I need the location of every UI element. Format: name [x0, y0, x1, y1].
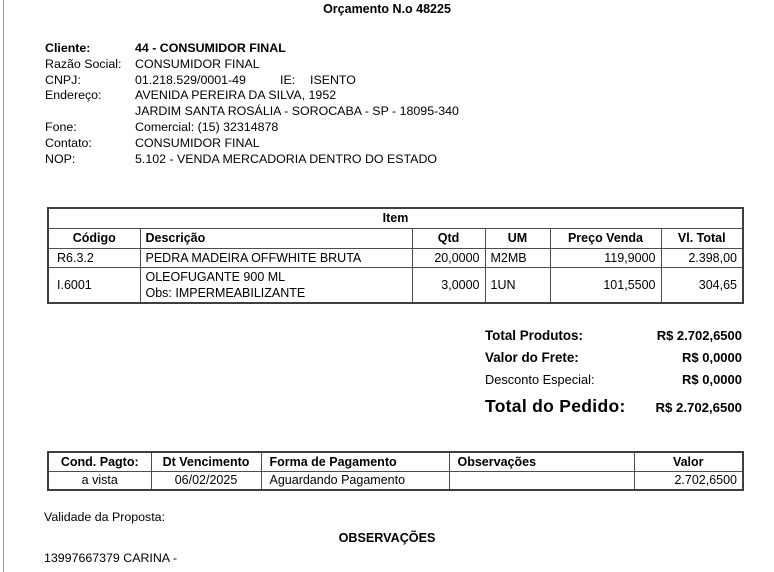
col-header-preco-venda: Preço Venda: [550, 228, 661, 248]
item-table-caption-row: [48, 208, 743, 228]
totals-block: [485, 328, 742, 422]
col-header-cond-pagto: Cond. Pagto:: [48, 452, 151, 471]
item-codigo: I.6001: [48, 267, 140, 303]
desconto-especial-value: R$ 0,0000: [682, 372, 742, 387]
client-row-fone: [45, 120, 459, 136]
payment-table: [47, 451, 744, 491]
contato-value: CONSUMIDOR FINAL: [135, 135, 260, 150]
footer-note: 13997667379 CARINA -: [44, 551, 177, 565]
client-row-contato: [45, 136, 459, 152]
cnpj-label: CNPJ:: [45, 72, 81, 87]
contato-label: Contato:: [45, 135, 92, 150]
col-header-codigo: Código: [48, 228, 140, 248]
fone-label: Fone:: [45, 119, 77, 134]
col-header-qtd: Qtd: [412, 228, 485, 248]
col-header-observacoes: Observações: [449, 452, 634, 471]
client-row-endereco2: [45, 104, 459, 120]
item-descricao: OLEOFUGANTE 900 ML Obs: IMPERMEABILIZANTE: [140, 267, 412, 303]
cliente-value: 44 - CONSUMIDOR FINAL: [135, 41, 286, 55]
item-vl-total: 2.398,00: [661, 248, 743, 267]
nop-value: 5.102 - VENDA MERCADORIA DENTRO DO ESTADO: [135, 151, 438, 166]
table-row: [48, 248, 743, 267]
col-header-forma-pagamento: Forma de Pagamento: [261, 452, 449, 471]
payment-cond-pagto: a vista: [48, 471, 151, 490]
endereco-line2: JARDIM SANTA ROSÁLIA - SOROCABA - SP - 18095-340: [135, 104, 459, 119]
total-produtos-label: Total Produtos:: [485, 328, 583, 343]
valor-frete-label: Valor do Frete:: [485, 350, 579, 365]
total-pedido-value: R$ 2.702,6500: [655, 400, 742, 415]
ie-value: ISENTO: [310, 72, 356, 87]
client-info-block: [45, 41, 459, 167]
cliente-label: Cliente:: [45, 41, 91, 55]
total-produtos-row: [485, 328, 742, 350]
client-row-razao: [45, 57, 459, 73]
total-pedido-label: Total do Pedido:: [485, 396, 626, 416]
table-row: [48, 267, 743, 303]
total-produtos-value: R$ 2.702,6500: [656, 328, 742, 343]
item-obs: Obs: IMPERMEABILIZANTE: [145, 285, 306, 300]
total-pedido-row: [485, 396, 742, 422]
nop-label: NOP:: [45, 151, 76, 166]
item-codigo: R6.3.2: [48, 248, 140, 267]
item-preco-venda: 101,5500: [550, 267, 661, 303]
client-row-cnpj: [45, 73, 459, 89]
razao-label: Razão Social:: [45, 56, 122, 71]
payment-forma-pagamento: Aguardando Pagamento: [261, 471, 449, 490]
payment-valor: 2.702,6500: [634, 471, 743, 490]
item-preco-venda: 119,9000: [550, 248, 661, 267]
item-vl-total: 304,65: [661, 267, 743, 303]
payment-observacoes: [449, 471, 634, 490]
cnpj-value: 01.218.529/0001-49: [135, 72, 246, 87]
item-table-caption: Item: [48, 208, 743, 228]
payment-dt-vencimento: 06/02/2025: [151, 471, 261, 490]
observacoes-heading: OBSERVAÇÕES: [338, 531, 436, 545]
item-table-header-row: [48, 228, 743, 248]
table-row: [48, 471, 743, 490]
razao-value: CONSUMIDOR FINAL: [135, 56, 260, 71]
desconto-especial-label: Desconto Especial:: [485, 372, 595, 387]
payment-table-header-row: [48, 452, 743, 471]
client-row-endereco: [45, 88, 459, 104]
valor-frete-value: R$ 0,0000: [682, 350, 742, 365]
col-header-dt-vencimento: Dt Vencimento: [151, 452, 261, 471]
item-um: 1UN: [485, 267, 550, 303]
item-table: [47, 207, 744, 304]
client-row-nop: [45, 152, 459, 168]
col-header-descricao: Descrição: [140, 228, 412, 248]
item-qtd: 3,0000: [412, 267, 485, 303]
col-header-um: UM: [485, 228, 550, 248]
ie-label: IE:: [280, 72, 296, 87]
validade-proposta-label: Validade da Proposta:: [44, 510, 166, 524]
col-header-valor: Valor: [634, 452, 743, 471]
client-row-cliente: [45, 41, 459, 57]
endereco-label: Endereço:: [45, 88, 102, 103]
valor-frete-row: [485, 350, 742, 372]
endereco-line1: AVENIDA PEREIRA DA SILVA, 1952: [135, 88, 337, 103]
fone-value: Comercial: (15) 32314878: [135, 119, 279, 134]
item-descricao: PEDRA MADEIRA OFFWHITE BRUTA: [140, 248, 412, 267]
page-left-border: [3, 0, 4, 572]
item-um: M2MB: [485, 248, 550, 267]
col-header-vl-total: Vl. Total: [661, 228, 743, 248]
item-qtd: 20,0000: [412, 248, 485, 267]
doc-title: Orçamento N.o 48225: [323, 2, 451, 16]
desconto-especial-row: [485, 372, 742, 394]
